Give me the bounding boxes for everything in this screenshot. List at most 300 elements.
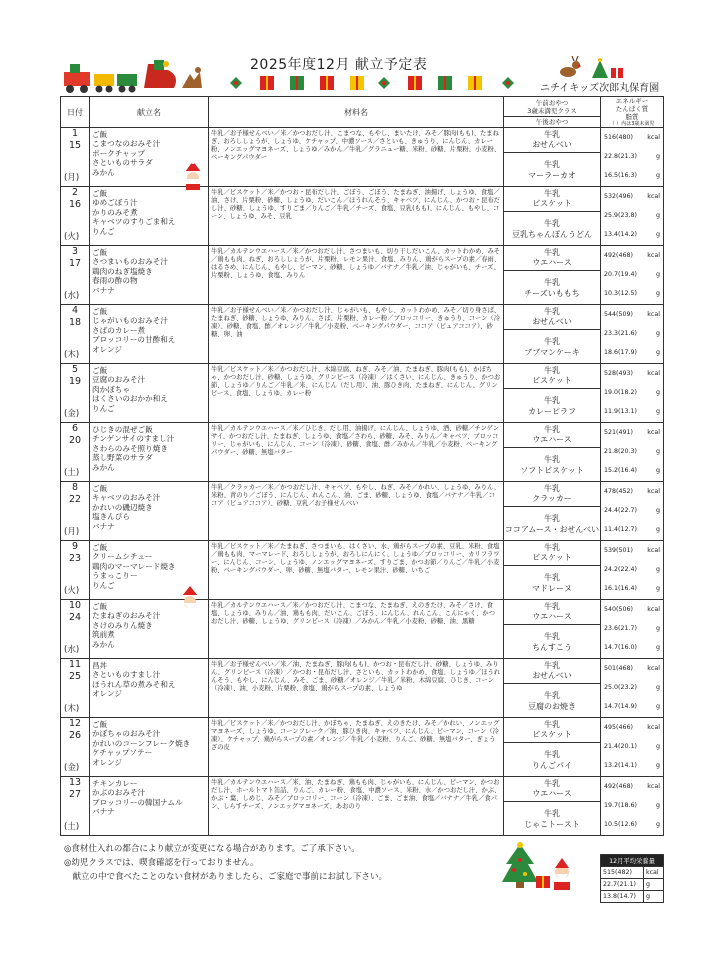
dish-name: うまっこりー [92,571,138,581]
energy-value: 492(468) [604,783,633,790]
snack-am [504,600,600,625]
dish-name: 豆腐のおみそ汁 [92,375,146,385]
ingredients-cell: 牛乳／カルテンウエハース／米、油、たまねぎ、鶏もも肉、じゃがいも、にんじん、ピーマン、かつおだし汁、ホールトマト缶詰、りんご、カレー粉、食塩、中濃ソース、米粉、水／かつおだし汁、かぶ、かぶ・葉、しめじ、みそ／ブロッコリー、コーン（冷凍）、ごま、ごま油、食塩／バナナ／牛乳／食パン、しらすチーズ、ノンエッグマヨネーズ、あおのり [209,777,504,836]
table-row [61,364,664,423]
snack-pm-item: マーラーカオ [528,170,576,180]
energy-unit: kcal [647,606,660,613]
date-number: 6 [71,423,79,434]
energy-row [601,541,663,560]
weekday: (土) [64,468,80,478]
protein-value: 24.2(22.4) [604,566,637,573]
dish-name: クリームシチュー [92,552,153,562]
energy-row [601,600,663,619]
energy-unit: kcal [647,370,660,377]
energy-unit: kcal [647,193,660,200]
nutrition-cell [601,600,664,659]
snack-am-item: おせんべい [532,317,572,326]
snack-am-drink: 牛乳 [544,543,560,552]
snack-am-drink: 牛乳 [544,602,560,611]
weekday: (木) [64,704,80,714]
snack-am-item: クラッカー [532,494,572,503]
nutrition-cell [601,541,664,600]
dish-name: さけのみりん焼き [92,620,153,630]
snack-am [504,541,600,566]
energy-unit: kcal [647,547,660,554]
energy-unit: kcal [647,134,660,141]
date-cell [61,187,90,246]
dish-name: オレンジ [92,757,122,767]
table-row [61,187,664,246]
table-row [61,423,664,482]
weekday: (金) [64,409,80,419]
table-header-row [61,97,664,128]
energy-value: 528(493) [604,370,633,377]
protein-value: 25.0(23.2) [604,684,637,691]
fat-unit: g [656,349,660,356]
date-number: 1 [71,128,79,139]
snack-am-drink: 牛乳 [544,779,560,788]
fat-row [601,284,663,303]
snack-pm-drink: 牛乳 [544,277,560,287]
dish-name: ポークチャップ [92,148,145,158]
note-line-1: ◎食材仕入れの都合により献立が変更になる場合があります。ご了承下さい。 [64,844,360,854]
protein-unit: g [656,389,660,396]
date-cell [61,364,90,423]
protein-unit: g [656,448,660,455]
nutrition-cell [601,246,664,305]
fat-unit: g [656,290,660,297]
day-number: 20 [68,435,82,446]
nutrition-cell [601,128,664,187]
protein-value: 24.4(22.7) [604,507,637,514]
date-cell [61,541,90,600]
average-fat-unit: g [643,891,663,903]
energy-row [601,128,663,147]
date-number: 11 [68,659,82,670]
weekday: (月) [64,527,80,537]
average-protein-unit: g [643,879,663,891]
header-nutrition-title: エネルギー たんぱく質 脂質 [615,97,649,121]
fat-row [601,697,663,716]
protein-unit: g [656,271,660,278]
snack-pm-drink: 牛乳 [544,749,560,759]
fat-unit: g [656,644,660,651]
energy-unit: kcal [647,665,660,672]
snack-am [504,659,600,684]
dish-name: ご飯 [92,602,108,611]
dish-name: かれいの磯辺焼き [92,502,153,512]
ingredients-cell: 牛乳／クラッカー／米／かつおだし汁、キャベツ、もやし、ねぎ、みそ／かれい、しょうゆ、みりん、米粉、青のり／ごぼう、にんじん、れんこん、油、ごま、砂糖、しょうゆ、食塩／バナナ／牛乳／ココア（ピュアココア）、砂糖、豆乳／お子様せんべい [209,482,504,541]
dish-name: かぼちゃのおみそ汁 [92,729,161,739]
snack-am-drink: 牛乳 [544,484,560,493]
energy-unit: kcal [647,311,660,318]
energy-unit: kcal [647,724,660,731]
protein-row [601,383,663,402]
date-cell [61,600,90,659]
menu-cell [90,777,209,836]
snack-cell [504,187,601,246]
date-cell [61,246,90,305]
snack-pm-item: 豆腐のお焼き [528,701,576,711]
snack-am-drink: 牛乳 [544,307,560,316]
snack-pm-drink: 牛乳 [544,513,560,523]
fat-value: 14.7(14.9) [604,703,637,710]
dish-name: ご飯 [92,307,108,316]
menu-cell [90,246,209,305]
snack-am [504,718,600,743]
dish-name: キャベツのすりごま和え [92,217,176,227]
energy-row [601,187,663,206]
fat-value: 14.7(16.0) [604,644,637,651]
protein-value: 19.0(18.2) [604,389,637,396]
header-ingredients: 材料名 [209,97,504,128]
snack-cell [504,659,601,718]
energy-unit: kcal [647,252,660,259]
table-row [61,482,664,541]
day-number: 22 [68,494,82,505]
snack-pm [504,212,600,245]
snack-am-item: ビスケット [532,376,572,385]
day-number: 17 [68,258,82,269]
dish-name: さつまいものおみそ汁 [92,257,168,267]
snack-am-drink: 牛乳 [544,425,560,434]
fat-unit: g [656,172,660,179]
protein-value: 22.8(21.3) [604,153,637,160]
dish-name: 春雨の酢の物 [92,276,138,286]
snack-pm-item: マドレーヌ [532,583,572,593]
day-number: 26 [68,730,82,741]
christmas-tree-icon [500,842,580,898]
snack-pm [504,743,600,776]
fat-value: 10.3(12.5) [604,290,637,297]
protein-unit: g [656,566,660,573]
dish-name: 鶏肉のマーマレード焼き [92,561,176,571]
ingredients-cell: 牛乳／お子様せんべい／米／油、たまねぎ、豚肉(もも)、かつお・昆布だし汁、砂糖、しょうゆ、みりん、グリンピース（冷凍）／かつお・昆布だし汁、さといも、カットわかめ、食塩、しょうゆ／ほうれんそう、もやし、にんじん、みそ、ごま、砂糖／オレンジ／牛乳／米粉、木綿豆腐、ひじき、コーン（冷凍）、油、小麦粉、片栗粉、食塩、鶏がらスープの素、しょうゆ [209,659,504,718]
header-snack-am: 午前おやつ 3歳未満児クラス [504,98,600,117]
ingredients-cell: 牛乳／ビスケット／米／かつお・昆布だし汁、ごぼう、ごぼう、たまねぎ、油揚げ、しょうゆ、食塩／油、さけ、片栗粉、砂糖、しょうゆ、だいこん／ほうれんそう、キャベツ、にんじん、かつお・昆布だし汁、砂糖、しょうゆ、すりごま／りんご／牛乳／チーズ、食塩、豆乳(もも)、にんじん、もやし、コーン、しょうゆ、みそ、豆乳 [209,187,504,246]
note-line-2: ◎幼児クラスでは、喫食確認を行っておりません。 [64,858,259,868]
date-number: 8 [71,482,79,493]
ingredients-cell: 牛乳／カルテンウエハース／米／かつおだし汁、こまつな、たまねぎ、えのきたけ、みそ／さけ、食塩、しょうゆ、みりん／油、鶏もも肉、だいこん、ごぼう、にんじん、れんこん、こんにゃく、かつおだし汁、砂糖、しょうゆ、グリンピース（冷凍）／みかん／牛乳／小麦粉、砂糖、油、黒糖 [209,600,504,659]
gift-box-icon [226,74,526,96]
day-number: 19 [68,376,82,387]
snack-pm-item: りんごパイ [532,760,572,770]
menu-cell [90,423,209,482]
weekday: (木) [64,350,80,360]
fat-value: 11.4(12.7) [604,526,637,533]
snack-am-item: ビスケット [532,730,572,739]
snack-am [504,777,600,802]
energy-value: 521(491) [604,429,633,436]
fat-row [601,579,663,598]
dish-name: さといものサラダ [92,158,153,168]
menu-cell [90,364,209,423]
average-protein: 22.7(21.1) [601,879,644,891]
weekday: (月) [64,173,80,183]
energy-value: 495(466) [604,724,633,731]
snack-pm-drink: 牛乳 [544,159,560,169]
dish-name: ご飯 [92,366,108,375]
dish-name: ひじきの混ぜご飯 [92,425,153,434]
snack-pm-drink: 牛乳 [544,808,560,818]
snack-cell [504,305,601,364]
protein-row [601,324,663,343]
toy-train-icon [62,58,212,98]
date-number: 2 [71,187,79,198]
dish-name: ご飯 [92,720,108,729]
snack-pm [504,625,600,658]
dish-name: ケチャップソテー [92,748,153,758]
snack-pm [504,389,600,422]
dish-name: ほうれん草の煮みそ和え [92,679,176,689]
protein-unit: g [656,507,660,514]
snack-pm [504,448,600,481]
dish-name: オレンジ [92,689,122,699]
energy-value: 544(509) [604,311,633,318]
dish-name: バナナ [92,285,115,295]
santa-icon [180,160,206,194]
protein-value: 19.7(18.6) [604,802,637,809]
protein-row [601,560,663,579]
dish-name: ご飯 [92,130,108,139]
snack-pm-drink: 牛乳 [544,631,560,641]
energy-row [601,423,663,442]
ingredients-cell: 牛乳／ビスケット／米／かつおだし汁、木綿豆腐、ねぎ、みそ／油、たまねぎ、豚肉(もも)、かぼちゃ、かつおだし汁、砂糖、しょうゆ、グリンピース（冷凍）／はくさい、にんじん、きゅうり、かつお節、しょうゆ／りんご／牛乳／米、にんじん（だし用）、油、豚ひき肉、たまねぎ、にんじん、グリンピース、食塩、しょうゆ、カレー粉 [209,364,504,423]
fat-row [601,520,663,539]
snack-pm-drink: 牛乳 [544,218,560,228]
date-number: 3 [71,246,79,257]
ingredients-cell: 牛乳／ビスケット／米／たまねぎ、さつまいも、はくさい、水、鶏がらスープの素、豆乳、米粉、食塩／鶏もも肉、マーマレード、おろししょうが、おろしにんにく、しょうゆ／ブロッコリー、カリフラワー、にんじん、コーン、しょうゆ、ノンエッグマヨネーズ、すりごま、かつお節／りんご／牛乳／小麦粉、ベーキングパウダー、卵、砂糖、無塩バター、レモン果汁、砂糖、いちご [209,541,504,600]
snack-am-item: ウエハース [532,789,572,798]
menu-cell [90,187,209,246]
nutrition-cell [601,423,664,482]
table-row [61,600,664,659]
snack-am [504,128,600,153]
protein-row [601,442,663,461]
ingredients-cell: 牛乳／お子様せんべい／米／かつおだし汁、じゃがいも、もやし、カットわかめ、みそ／切り身さば、たまねぎ、砂糖、しょうゆ、みりん、さば、片栗粉、カレー粉／ブロッコリー、きゅうり、コーン（冷凍）、砂糖、食塩、酢／オレンジ／牛乳／小麦粉、ベーキングパウダー、ココア（ピュアココア）、砂糖、卵、油 [209,305,504,364]
snack-cell [504,718,601,777]
date-number: 9 [71,541,79,552]
date-cell [61,305,90,364]
fat-row [601,402,663,421]
snack-pm-item: ソフトビスケット [520,465,584,475]
fat-unit: g [656,585,660,592]
snack-cell [504,364,601,423]
table-row [61,777,664,836]
ingredients-cell: 牛乳／ビスケット／米／かつおだし汁、かぼちゃ、たまねぎ、えのきたけ、みそ／かれい、ノンエッグマヨネーズ、しょうゆ、コーンフレーク／油、豚ひき肉、キャベツ、にんじん、ピーマン、コーン（冷凍）、ケチャップ、鶏がらスープの素／オレンジ／牛乳／小麦粉、りんご、砂糖、無塩バター、ぎょうざの皮 [209,718,504,777]
dish-name: バナナ [92,807,115,817]
protein-unit: g [656,625,660,632]
snack-am-item: ウエハース [532,258,572,267]
organization-name: ニチイキッズ次郎丸保育園 [540,83,660,94]
snack-pm-item: 豆乳ちゃんぽんうどん [512,229,592,239]
dish-name: ご飯 [92,484,108,493]
protein-value: 21.4(20.1) [604,743,637,750]
protein-value: 20.7(19.4) [604,271,637,278]
table-row [61,305,664,364]
snack-pm-drink: 牛乳 [544,395,560,405]
snack-pm-item: ココアムース・おせんべい [504,524,600,534]
snack-pm-item: ちんすこう [532,642,572,652]
dish-name: オレンジ [92,344,122,354]
snack-am-item: ウエハース [532,612,572,621]
snack-pm-item: チーズいももち [524,288,580,298]
nutrition-cell [601,659,664,718]
energy-value: 540(506) [604,606,633,613]
fat-row [601,638,663,657]
snack-am-item: ビスケット [532,553,572,562]
snack-cell [504,128,601,187]
fat-unit: g [656,231,660,238]
day-number: 16 [68,199,82,210]
date-cell [61,128,90,187]
snack-pm [504,153,600,186]
fat-row [601,225,663,244]
weekday: (金) [64,763,80,773]
date-cell [61,659,90,718]
dish-name: バナナ [92,521,115,531]
protein-unit: g [656,212,660,219]
dish-name: ブロッコリーの韓国ナムル [92,797,183,807]
average-energy: 515(482) [601,867,644,879]
protein-row [601,737,663,756]
day-number: 15 [68,140,82,151]
dish-name: みかん [92,639,115,649]
weekday: (土) [64,822,80,832]
protein-value: 25.9(23.8) [604,212,637,219]
date-number: 5 [71,364,79,375]
protein-row [601,147,663,166]
fat-unit: g [656,703,660,710]
table-row [61,541,664,600]
snack-am-drink: 牛乳 [544,720,560,729]
snack-pm-item: ブブマンケーキ [524,347,580,357]
snack-am [504,364,600,389]
protein-unit: g [656,153,660,160]
protein-unit: g [656,330,660,337]
fat-row [601,343,663,362]
dish-name: 筑前煮 [92,630,115,640]
snack-cell [504,482,601,541]
snack-pm [504,271,600,304]
nutrition-cell [601,187,664,246]
snack-pm-drink: 牛乳 [544,572,560,582]
weekday: (水) [64,291,80,301]
energy-unit: kcal [647,488,660,495]
snack-am-drink: 牛乳 [544,661,560,670]
nutrition-cell [601,777,664,836]
menu-cell [90,718,209,777]
menu-cell [90,659,209,718]
menu-cell [90,482,209,541]
snack-am [504,187,600,212]
fat-value: 10.5(12.6) [604,821,637,828]
day-number: 23 [68,553,82,564]
dish-name: 蒸し野菜のサラダ [92,453,153,463]
dish-name: りんご [92,580,115,590]
fat-value: 18.6(17.9) [604,349,637,356]
energy-row [601,777,663,796]
fat-unit: g [656,526,660,533]
dish-name: はくさいのおかか和え [92,394,168,404]
energy-value: 539(501) [604,547,633,554]
protein-value: 21.8(20.3) [604,448,637,455]
dish-name: チキンカレー [92,779,138,788]
protein-unit: g [656,684,660,691]
energy-unit: kcal [647,783,660,790]
nutrition-cell [601,718,664,777]
snack-pm [504,684,600,717]
dish-name: みかん [92,167,115,177]
snack-cell [504,600,601,659]
fat-row [601,461,663,480]
note-line-3: 献立の中で食べたことのない食材がありましたら、ご家庭で事前にお試し下さい。 [64,872,388,882]
nutrition-cell [601,305,664,364]
fat-value: 15.2(16.4) [604,467,637,474]
fat-value: 13.4(14.2) [604,231,637,238]
energy-value: 532(496) [604,193,633,200]
snack-am [504,246,600,271]
fat-unit: g [656,408,660,415]
day-number: 18 [68,317,82,328]
snack-pm [504,566,600,599]
date-number: 4 [71,305,79,316]
energy-value: 501(468) [604,665,633,672]
day-number: 27 [68,789,82,800]
dish-name: ご飯 [92,543,108,552]
table-row [61,246,664,305]
ingredients-cell: 牛乳／カルテンウエハース／米／ひじき、だし用、油揚げ、にんじん、しょうゆ、酒、砂糖／チンゲンサイ、かつおだし汁、たまねぎ、しょうゆ、食塩／さわら、砂糖、みそ、みりん／キャベツ、ブロッコリー、じゃがいも、にんじん、コーン（冷凍）、砂糖、食塩、酢／みかん／牛乳／小麦粉、ベーキングパウダー、砂糖、無塩バター [209,423,504,482]
energy-value: 492(468) [604,252,633,259]
fat-value: 16.5(16.3) [604,172,637,179]
snack-pm-drink: 牛乳 [544,690,560,700]
average-label: 12月平均栄養量 [601,855,664,867]
snack-am-drink: 牛乳 [544,248,560,257]
dish-name: ブロッコリーの甘酢和え [92,335,176,345]
header-snack-pm: 午後おやつ [535,117,569,126]
table-row [61,718,664,777]
fat-value: 16.1(16.4) [604,585,637,592]
energy-row [601,305,663,324]
ingredients-cell: 牛乳／お子様せんべい／米／かつおだし汁、こまつな、もやし、まいたけ、みそ／豚肉(もも)、たまねぎ、おろししょうが、しょうゆ、ケチャップ、中濃ソース／さといも、きゅうり、にんじん、カレー粉、ノンエッグマヨネーズ、しょうゆ／みかん／牛乳／グラニュー糖、米粉、砂糖、片栗粉、小麦粉、ベーキングパウダー [209,128,504,187]
protein-value: 23.6(21.7) [604,625,637,632]
dish-name: さわらのみそ照り焼き [92,443,168,453]
protein-row [601,796,663,815]
protein-row [601,206,663,225]
dish-name: さといものすまし汁 [92,670,161,680]
dish-name: 鶏肉のねぎ塩焼き [92,266,153,276]
protein-unit: g [656,802,660,809]
ingredients-cell: 牛乳／カルテンウエハース／米／かつおだし汁、さつまいも、切り干しだいこん、カットわかめ、みそ／鶏もも肉、ねぎ、おろししょうが、片栗粉、レモン果汁、食塩、みりん、鶏がらスープの素／春雨、はるさめ、にんじん、もやし、ピーマン、砂糖、しょうゆ／バナナ／牛乳／油、じゃがいも、チーズ、片栗粉、しょうゆ、食塩、みりん [209,246,504,305]
energy-row [601,364,663,383]
snack-am [504,305,600,330]
snack-pm-drink: 牛乳 [544,454,560,464]
snack-am-drink: 牛乳 [544,366,560,375]
energy-row [601,659,663,678]
dish-name: 昌丼 [92,661,108,670]
protein-row [601,501,663,520]
average-fat: 13.8(14.7) [601,891,644,903]
fat-value: 11.9(13.1) [604,408,637,415]
snack-cell [504,423,601,482]
snack-am-item: おせんべい [532,140,572,149]
dish-name: りんご [92,226,115,236]
snack-am [504,482,600,507]
snack-am-item: ウエハース [532,435,572,444]
day-number: 24 [68,612,82,623]
date-number: 12 [68,718,82,729]
dish-name: チンゲンサイのすまし汁 [92,434,175,444]
